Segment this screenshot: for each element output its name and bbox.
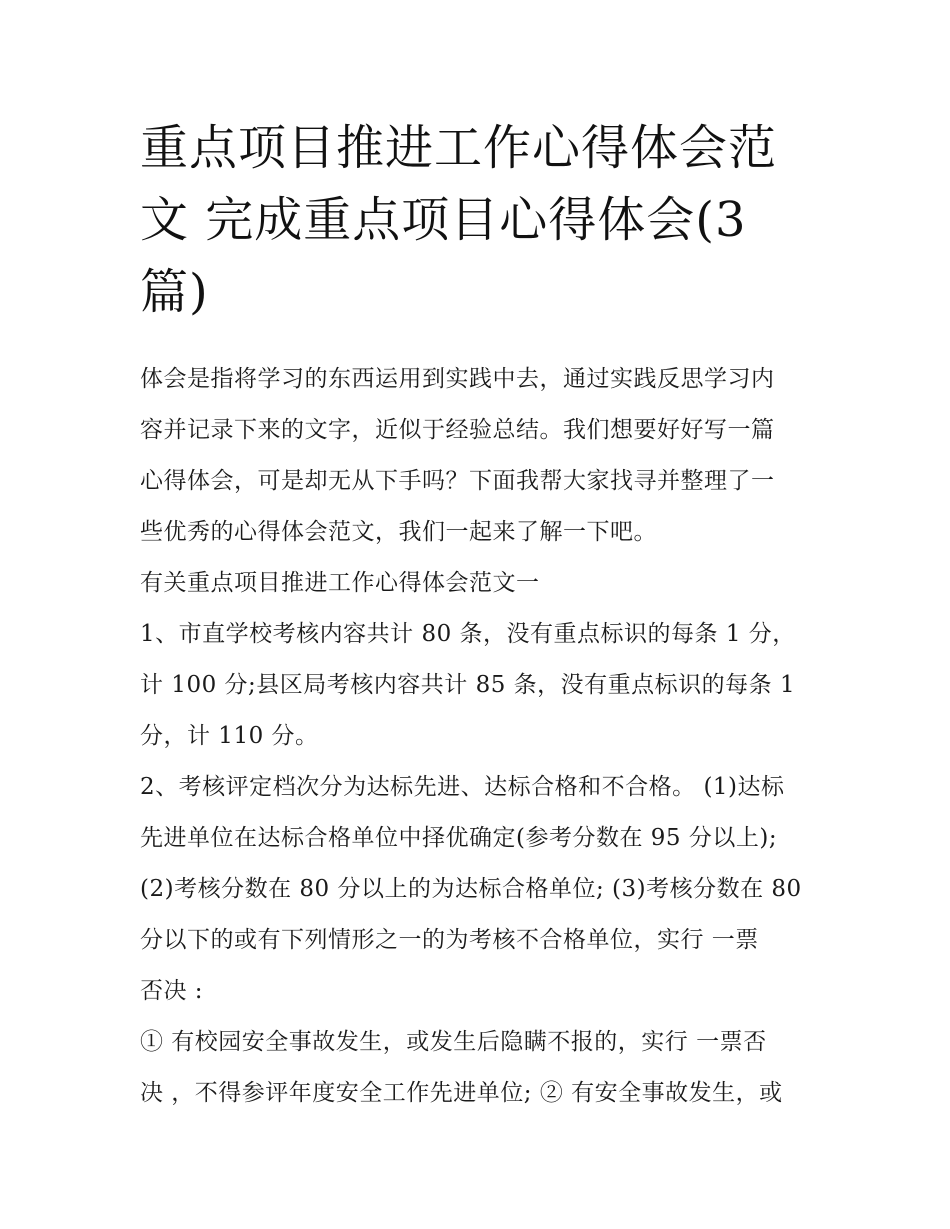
item-2-paragraph [140,762,820,1017]
item-3-line-2: 决 ，不得参评年度安全工作先进单位; ② 有安全事故发生，或 [140,1080,783,1106]
title-line-3: 篇) [140,264,209,320]
title-line-1: 重点项目推进工作心得体会范 [140,120,778,176]
document-body [140,354,820,1119]
item-2-line-3: (2)考核分数在 80 分以上的为达标合格单位; (3)考核分数在 80 [140,876,802,902]
intro-line-2: 容并记录下来的文字，近似于经验总结。我们想要好好写一篇 [140,417,775,443]
item-1-line-3: 分，计 110 分。 [140,723,319,749]
item-2-line-1: 2、考核评定档次分为达标先进、达标合格和不合格。 (1)达标 [140,774,785,800]
title-line-2: 文 完成重点项目心得体会(3 [140,192,747,248]
item-3-paragraph [140,1017,820,1119]
section-heading: 有关重点项目推进工作心得体会范文一 [140,570,540,596]
item-1-line-2: 计 100 分;县区局考核内容共计 85 条，没有重点标识的每条 1 [140,672,796,698]
document-title [140,112,820,328]
intro-line-3: 心得体会，可是却无从下手吗？下面我帮大家找寻并整理了一 [140,468,775,494]
intro-line-4: 些优秀的心得体会范文，我们一起来了解一下吧。 [140,519,657,545]
item-3-line-1: ① 有校园安全事故发生，或发生后隐瞒不报的，实行 一票否 [140,1029,767,1055]
intro-line-1: 体会是指将学习的东西运用到实践中去，通过实践反思学习内 [140,366,775,392]
item-1-paragraph [140,609,820,762]
item-1-line-1: 1、市直学校考核内容共计 80 条，没有重点标识的每条 1 分， [140,621,796,647]
intro-paragraph [140,354,820,558]
item-2-line-2: 先进单位在达标合格单位中择优确定(参考分数在 95 分以上); [140,825,778,851]
item-2-line-4: 分以下的或有下列情形之一的为考核不合格单位，实行 一票 [140,927,759,953]
item-2-line-5: 否决 : [140,978,204,1004]
